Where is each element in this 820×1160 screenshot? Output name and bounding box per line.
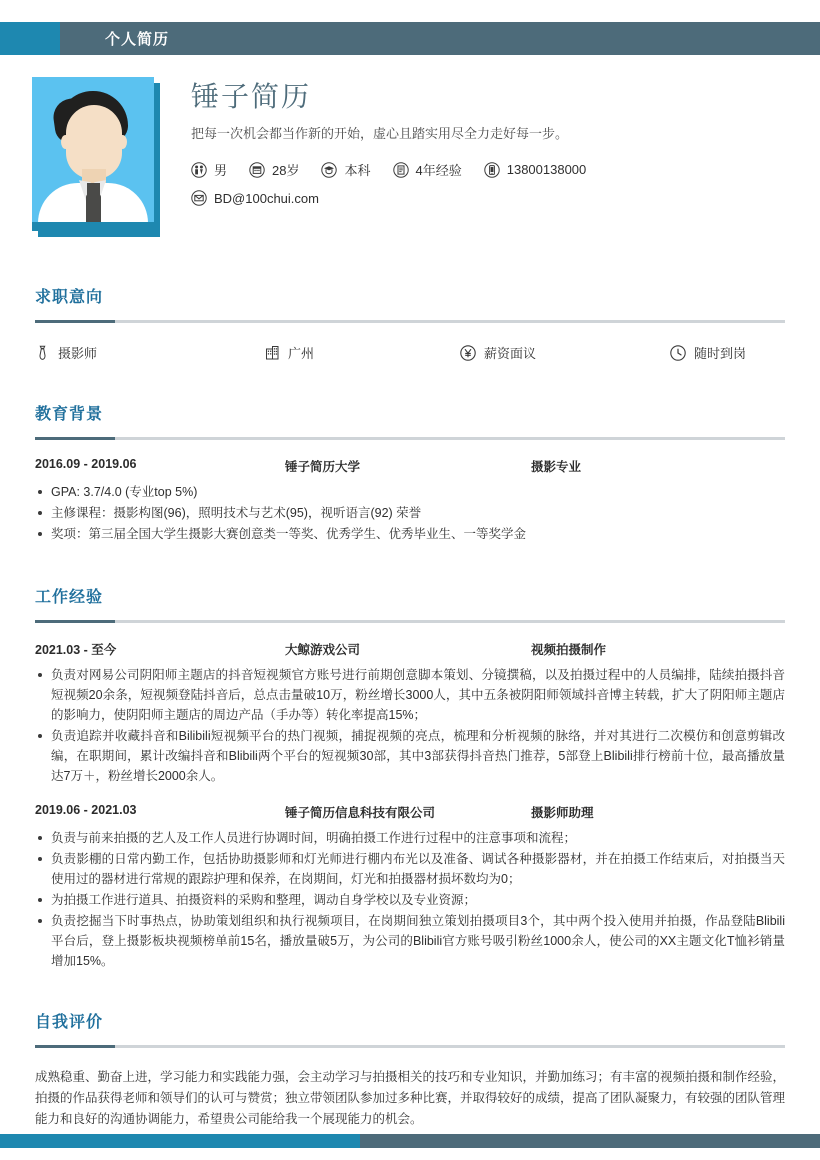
meta-age	[249, 160, 299, 179]
list-item: 负责追踪并收藏抖音和Bilibili短视频平台的热门视频，捕捉视频的亮点，梳理和分析视频的脉络，并对其进行二次模仿和创意剪辑改编，在职期间，累计改编抖音和Blibili两个平台的短视频30部，其中3部获得抖音热门推荐，5部登上Blibili排行榜前十位，最高播放量达7万＋，粉丝增长2000余人。	[35, 726, 785, 786]
page-title: 个人简历	[105, 31, 170, 48]
section-education-rule	[35, 437, 785, 440]
avatar-face-icon	[66, 105, 122, 179]
graduation-cap-icon	[321, 162, 337, 178]
header-main-bar	[60, 22, 820, 55]
self-evaluation-text: 成熟稳重、勤奋上进，学习能力和实践能力强，会主动学习与拍摄相关的技巧和专业知识，并勤加练习；有丰富的视频拍摄和制作经验，拍摄的作品获得老师和领导们的认可与赞赏；独立带领团队参加过多种比赛，并取得较好的成绩，提高了团队凝聚力，有较强的团队管理能力和良好的沟通协调能力，希望贵公司能给我一个展现能力的机会。	[35, 1070, 786, 1126]
work-role: 视频拍摄制作	[531, 643, 607, 657]
section-work-rule	[35, 620, 785, 623]
section-education	[35, 405, 785, 545]
section-rule-accent	[35, 620, 115, 623]
meta-experience	[393, 160, 462, 179]
section-intention-header	[35, 288, 785, 318]
section-work-header	[35, 588, 785, 618]
envelope-icon	[191, 190, 207, 206]
list-item: 奖项：第三届全国大学生摄影大赛创意类一等奖、优秀学生、优秀毕业生、一等奖学金	[35, 524, 785, 544]
footer-accent-block	[0, 1134, 360, 1148]
document-icon	[393, 162, 409, 178]
section-work-title: 工作经验	[35, 589, 104, 606]
intention-city-value: 广州	[288, 346, 315, 361]
list-item: 负责与前来拍摄的艺人及工作人员进行协调时间，明确拍摄工作进行过程中的注意事项和流程；	[35, 828, 785, 848]
intention-salary	[460, 343, 670, 362]
avatar-photo	[32, 77, 154, 231]
meta-gender	[191, 160, 227, 179]
section-rule-accent	[35, 1045, 115, 1048]
page-footer-bar	[0, 1134, 820, 1148]
avatar-ear-left-icon	[61, 135, 70, 149]
work-date: 2019.06 - 2021.03	[35, 803, 137, 817]
meta-degree-value: 本科	[344, 163, 371, 178]
yen-icon	[460, 345, 476, 361]
candidate-name: 锤子简历	[191, 81, 312, 112]
education-bullets	[35, 482, 785, 544]
meta-phone	[484, 162, 587, 178]
intention-availability-value: 随时到岗	[694, 346, 747, 361]
header-accent-block	[0, 22, 60, 55]
list-item: 主修课程：摄影构图(96)，照明技术与艺术(95)，视听语言(92) 荣誉	[35, 503, 785, 523]
list-item: 负责对网易公司阴阳师主题店的抖音短视频官方账号进行前期创意脚本策划、分镜撰稿，以及拍摄过程中的人员编排，陆续拍摄抖音短视频20余条，短视频登陆抖音后，总点击量破10万，粉丝增长3000人，其中五条被阴阳师领域抖音博主转载，扩大了阴阳师主题店的影响力，使阴阳师主题店的周边产品（手办等）转化率提高15%；	[35, 665, 785, 725]
profile-block	[0, 72, 820, 247]
intention-city	[265, 343, 460, 362]
calendar-icon	[249, 162, 265, 178]
avatar-ear-right-icon	[118, 135, 127, 149]
section-education-header	[35, 405, 785, 435]
list-item: 为拍摄工作进行道具、拍摄资料的采购和整理，调动自身学校以及专业资源；	[35, 890, 785, 910]
meta-experience-value: 4年经验	[415, 163, 462, 178]
section-intention	[35, 288, 785, 362]
education-school: 锤子简历大学	[285, 460, 361, 474]
profile-email-row	[191, 190, 791, 206]
clock-icon	[670, 345, 686, 361]
candidate-slogan: 把每一次机会都当作新的开始，虚心且踏实用尽全力走好每一步。	[191, 126, 569, 141]
education-entry	[35, 457, 785, 544]
gender-icon	[191, 162, 207, 178]
work-entry	[35, 803, 785, 971]
section-self-evaluation-title: 自我评价	[35, 1014, 104, 1031]
list-item: 负责影棚的日常内勤工作，包括协助摄影师和灯光师进行棚内布光以及准备、调试各种摄影器材，并在拍摄工作结束后，对拍摄当天使用过的器材进行常规的跟踪护理和保养，在岗期间，灯光和拍摄器材损坏数均为0；	[35, 849, 785, 889]
section-self-evaluation	[35, 1013, 785, 1130]
page-header-bar	[0, 22, 820, 55]
section-education-title: 教育背景	[35, 406, 104, 423]
intention-availability	[670, 343, 746, 362]
avatar	[32, 77, 160, 237]
work-entry	[35, 640, 785, 786]
building-icon	[265, 345, 280, 361]
avatar-bottom-bar	[32, 222, 154, 231]
phone-icon	[484, 162, 500, 178]
section-self-evaluation-header	[35, 1013, 785, 1043]
intention-position-value: 摄影师	[58, 346, 98, 361]
meta-age-value: 28岁	[272, 163, 300, 178]
work-company: 锤子简历信息科技有限公司	[285, 806, 436, 820]
work-bullets	[35, 665, 785, 786]
work-entry-header	[35, 640, 785, 658]
section-rule-accent	[35, 437, 115, 440]
profile-info	[191, 80, 791, 206]
work-bullets	[35, 828, 785, 971]
work-date: 2021.03 - 至今	[35, 643, 117, 657]
meta-phone-value: 13800138000	[506, 162, 587, 177]
meta-gender-value: 男	[214, 163, 228, 178]
tie-icon	[35, 345, 50, 361]
meta-degree	[321, 160, 370, 179]
work-role: 摄影师助理	[531, 806, 594, 820]
education-entry-header	[35, 457, 785, 475]
list-item: GPA: 3.7/4.0 (专业top 5%)	[35, 482, 785, 502]
intention-items	[35, 343, 785, 362]
work-company: 大鲸游戏公司	[285, 643, 361, 657]
section-rule-accent	[35, 320, 115, 323]
section-work	[35, 588, 785, 972]
list-item: 负责挖掘当下时事热点，协助策划组织和执行视频项目，在岗期间独立策划拍摄项目3个，其中两个投入使用并拍摄，作品登陆Blibili平台后，登上摄影板块视频榜单前15名，播放量破5万，为公司的Blibili官方账号吸引粉丝1000余人，使公司的XX主题文化T恤衫销量增加15%。	[35, 911, 785, 971]
meta-email	[191, 190, 319, 206]
education-major: 摄影专业	[531, 460, 582, 474]
profile-meta-row	[191, 160, 791, 179]
meta-email-value: BD@100chui.com	[214, 190, 319, 206]
work-entry-header	[35, 803, 785, 821]
footer-main-bar	[360, 1134, 820, 1148]
section-intention-title: 求职意向	[35, 289, 104, 306]
intention-salary-value: 薪资面议	[484, 346, 537, 361]
education-date: 2016.09 - 2019.06	[35, 457, 137, 471]
section-self-evaluation-rule	[35, 1045, 785, 1048]
intention-position	[35, 343, 265, 362]
section-intention-rule	[35, 320, 785, 323]
